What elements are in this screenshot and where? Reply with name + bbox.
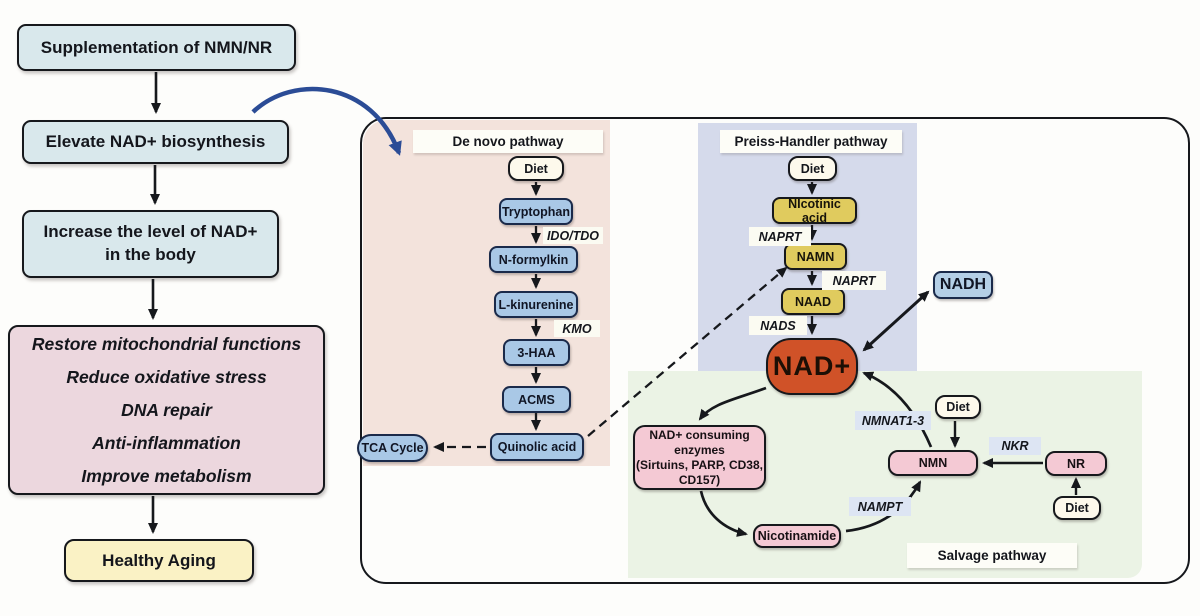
- nadh-node: NADH: [933, 271, 993, 299]
- kmo-enzyme-label: KMO: [554, 320, 600, 337]
- benefit-line: Improve metabolism: [81, 465, 252, 486]
- step-increase-box: Increase the level of NAD+ in the body: [22, 210, 279, 278]
- de-novo-diet-node: Diet: [508, 156, 564, 181]
- quinolic-acid-node: Quinolic acid: [490, 433, 584, 461]
- nads-enzyme-label: NADS: [749, 316, 807, 335]
- tca-cycle-node: TCA Cycle: [357, 434, 428, 462]
- nkr-enzyme-label: NKR: [989, 437, 1041, 455]
- benefit-line: Anti-inflammation: [92, 432, 241, 453]
- benefit-line: Restore mitochondrial functions: [31, 333, 302, 354]
- naad-node: NAAD: [781, 288, 845, 315]
- naprt-upper-enzyme-label: NAPRT: [749, 227, 811, 246]
- namn-node: NAMN: [784, 243, 847, 270]
- nmnat-enzyme-label: NMNAT1-3: [855, 411, 931, 430]
- de-novo-title: De novo pathway: [413, 130, 603, 153]
- nicotinamide-node: Nicotinamide: [753, 524, 841, 548]
- nad-node: NAD+: [766, 338, 858, 395]
- nicotinic-acid-node: NIcotinic acid: [772, 197, 857, 224]
- step-elevate-box: Elevate NAD+ biosynthesis: [22, 120, 289, 164]
- nmn-node: NMN: [888, 450, 978, 476]
- benefit-line: Reduce oxidative stress: [66, 366, 267, 387]
- 3-haa-node: 3-HAA: [503, 339, 570, 366]
- step-supplementation-box: Supplementation of NMN/NR: [17, 24, 296, 71]
- preiss-handler-title: Preiss-Handler pathway: [720, 130, 902, 153]
- salvage-diet-nmn-node: Diet: [935, 395, 981, 419]
- nad-consuming-enzymes-box: [633, 425, 766, 490]
- ido-tdo-enzyme-label: IDO/TDO: [543, 227, 603, 244]
- tryptophan-node: Tryptophan: [499, 198, 573, 225]
- l-kinurenine-node: L-kinurenine: [494, 291, 578, 318]
- preiss-diet-node: Diet: [788, 156, 837, 181]
- n-formylkin-node: N-formylkin: [489, 246, 578, 273]
- nr-node: NR: [1045, 451, 1107, 476]
- consuming-line: enzymes: [674, 442, 725, 457]
- salvage-title: Salvage pathway: [907, 543, 1077, 568]
- salvage-diet-nr-node: Diet: [1053, 496, 1101, 520]
- nampt-enzyme-label: NAMPT: [849, 497, 911, 516]
- benefits-box: [8, 325, 325, 495]
- benefit-line: DNA repair: [121, 399, 212, 420]
- acms-node: ACMS: [502, 386, 571, 413]
- consuming-line: (Sirtuins, PARP, CD38,: [636, 457, 763, 472]
- consuming-line: CD157): [678, 472, 721, 487]
- healthy-aging-box: Healthy Aging: [64, 539, 254, 582]
- consuming-line: NAD+ consuming: [649, 427, 750, 442]
- naprt-lower-enzyme-label: NAPRT: [822, 271, 886, 290]
